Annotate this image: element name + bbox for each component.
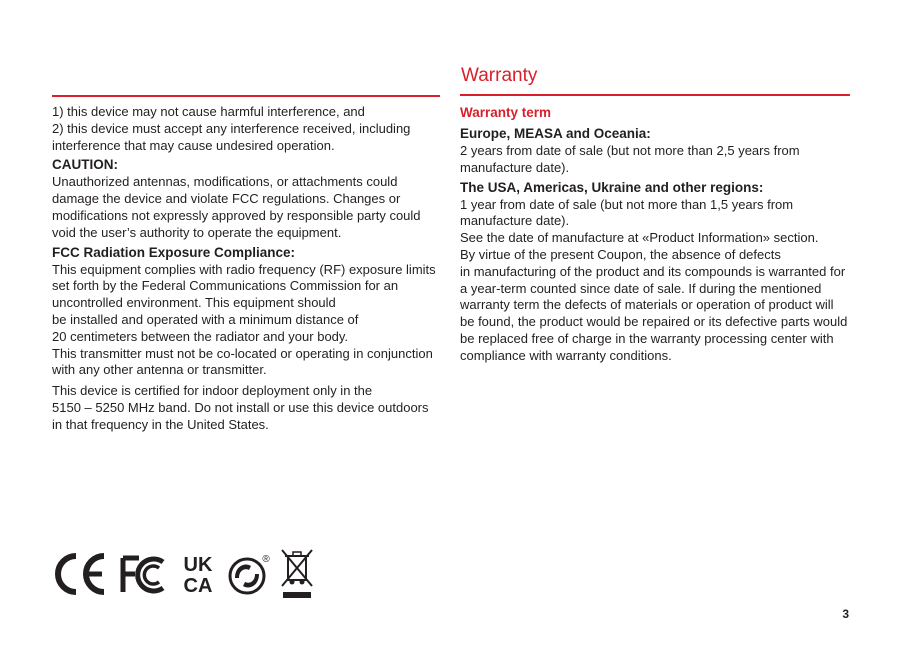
page-number: 3 xyxy=(842,607,849,621)
compliance-column xyxy=(52,95,440,434)
europe-heading: Europe, MEASA and Oceania: xyxy=(460,126,651,141)
usa-text: 1 year from date of sale (but not more than 1,5 years from manufacture date). See the date of manufacture at «Product Information» section. By virtue of the present Coupon, the absence of defects in manufacturing of the product and its compounds is warranted for a year-term counted since date of sale. If during the mentioned warranty term the defects of materials or operation of product will be found, the product would be repaired or its defective parts would be replaced free of charge in the warranty processing center with compliance with warranty conditions. xyxy=(460,196,848,363)
ukca-top-text: UK xyxy=(183,554,213,576)
registered-mark: ® xyxy=(262,554,270,565)
left-divider xyxy=(52,95,440,97)
warranty-title: Warranty xyxy=(461,65,538,86)
fcc-exposure-heading: FCC Radiation Exposure Compliance: xyxy=(52,244,296,260)
fcc-exposure-text: This equipment complies with radio frequency (RF) exposure limits set forth by the Federal Communications Commission for an uncontrolled environment. This equipment should be installed and operated with a minimum distance of 20 centimeters between the radiator and your body. This transmitter must not be co-located or operating in conjunction with any other antenna or transmitter. xyxy=(52,261,436,378)
ce-mark-icon xyxy=(52,552,110,596)
caution-heading: CAUTION: xyxy=(52,157,118,173)
interference-conditions: 1) this device may not cause harmful interference, and 2) this device must accept any interference received, including interference that may cause undesired operation. xyxy=(52,104,411,153)
certification-marks xyxy=(52,548,314,600)
green-dot-icon xyxy=(227,552,271,596)
europe-text: 2 years from date of sale (but not more than 2,5 years from manufacture date). xyxy=(460,143,800,175)
fcc-mark-icon xyxy=(119,552,169,596)
warranty-column xyxy=(460,65,850,365)
weee-bin-icon xyxy=(280,548,314,600)
caution-text: Unauthorized antennas, modifications, or attachments could damage the device and violate FCC regulations. Changes or modifications not expressly approved by responsible party could void the user’s authority to operate the equipment. xyxy=(52,174,421,240)
indoor-deployment-text: This device is certified for indoor deployment only in the 5150 – 5250 MHz band. Do not install or use this device outdoors in that frequency in the United States. xyxy=(52,383,429,432)
warranty-term-heading: Warranty term xyxy=(460,105,552,120)
ukca-mark-icon xyxy=(178,552,218,596)
usa-heading: The USA, Americas, Ukraine and other regions: xyxy=(460,179,764,195)
right-divider xyxy=(460,94,850,96)
ukca-bottom-text: CA xyxy=(183,575,213,596)
